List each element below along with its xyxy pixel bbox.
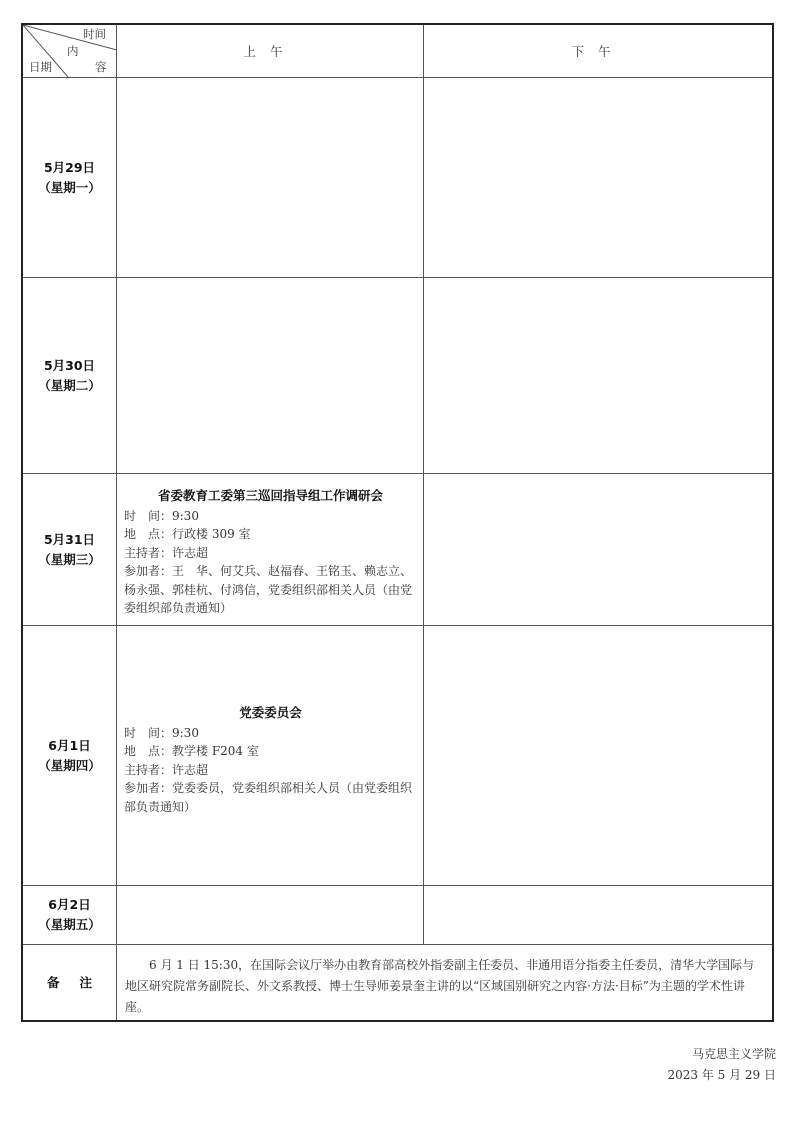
date-cell bbox=[23, 278, 117, 473]
day-row bbox=[23, 278, 772, 474]
schedule-table bbox=[21, 23, 774, 1022]
event-block bbox=[124, 704, 417, 816]
event-title: 省委教育工委第三巡回指导组工作调研会 bbox=[157, 488, 383, 503]
notes-cell bbox=[117, 945, 772, 1020]
day-row bbox=[23, 626, 772, 886]
am-cell bbox=[117, 474, 424, 625]
event-place: 地 点：行政楼 309 室 bbox=[124, 527, 251, 541]
corner-time-label: 时间 bbox=[83, 27, 106, 41]
corner-date-label: 日期 bbox=[29, 60, 52, 74]
date-cell bbox=[23, 626, 117, 885]
event-participants: 参加者：党委委员，党委组织部相关人员（由党委组织部负责通知） bbox=[124, 781, 413, 814]
event-host: 主持者：许志超 bbox=[124, 762, 209, 777]
corner-header-cell bbox=[23, 25, 117, 77]
day-row bbox=[23, 474, 772, 626]
header-am: 上午 bbox=[117, 25, 424, 77]
weekday-label: （星期一） bbox=[38, 179, 101, 195]
event-title: 党委委员会 bbox=[239, 705, 302, 720]
weekday-label: （星期五） bbox=[38, 917, 101, 932]
date-label: 6月1日 bbox=[48, 737, 91, 753]
notes-label: 备注 bbox=[46, 974, 112, 990]
event-host: 主持者：许志超 bbox=[124, 545, 209, 560]
event-block bbox=[124, 487, 417, 618]
am-cell bbox=[117, 626, 424, 885]
am-cell bbox=[117, 278, 424, 473]
date-cell bbox=[23, 78, 117, 277]
weekday-label: （星期三） bbox=[38, 551, 101, 567]
notes-row bbox=[23, 945, 772, 1020]
header-row bbox=[23, 25, 772, 78]
am-cell bbox=[117, 78, 424, 277]
notes-label-cell bbox=[23, 945, 117, 1020]
pm-cell bbox=[424, 78, 772, 277]
pm-cell bbox=[424, 278, 772, 473]
notes-text: 6 月 1 日 15:30，在国际会议厅举办由教育部高校外指委副主任委员、非通用语分指委主任委员，清华大学国际与地区研究院常务副院长、外文系教授、博士生导师姜景奎主讲的以“区域国别研究之内容·方法·目标”为主题的学术性讲座。 bbox=[125, 958, 755, 1014]
am-cell bbox=[117, 886, 424, 944]
weekday-label: （星期四） bbox=[38, 757, 101, 773]
footer-date: 2023 年 5 月 29 日 bbox=[667, 1068, 776, 1082]
event-participants: 参加者：王 华、何艾兵、赵福春、王铭玉、赖志立、杨永强、郭桂杭、付鸿信，党委组织部相关人员（由党委组织部负责通知） bbox=[124, 564, 413, 615]
date-label: 5月30日 bbox=[43, 357, 96, 373]
event-time: 时 间：9:30 bbox=[124, 725, 199, 740]
date-cell bbox=[23, 886, 117, 944]
day-row bbox=[23, 886, 772, 945]
weekday-label: （星期二） bbox=[38, 377, 101, 393]
day-row bbox=[23, 78, 772, 278]
footer-org: 马克思主义学院 bbox=[691, 1047, 776, 1061]
event-place: 地 点：教学楼 F204 室 bbox=[124, 744, 259, 758]
header-pm: 下午 bbox=[571, 44, 625, 59]
corner-content-label-2: 容 bbox=[95, 60, 107, 74]
corner-content-label-1: 内 bbox=[67, 44, 79, 58]
pm-cell bbox=[424, 474, 772, 625]
date-label: 5月31日 bbox=[43, 531, 96, 547]
date-label: 5月29日 bbox=[43, 159, 96, 175]
date-cell bbox=[23, 474, 117, 625]
date-label: 6月2日 bbox=[48, 897, 91, 912]
event-time: 时 间：9:30 bbox=[124, 508, 199, 523]
pm-cell bbox=[424, 886, 772, 944]
pm-cell bbox=[424, 626, 772, 885]
